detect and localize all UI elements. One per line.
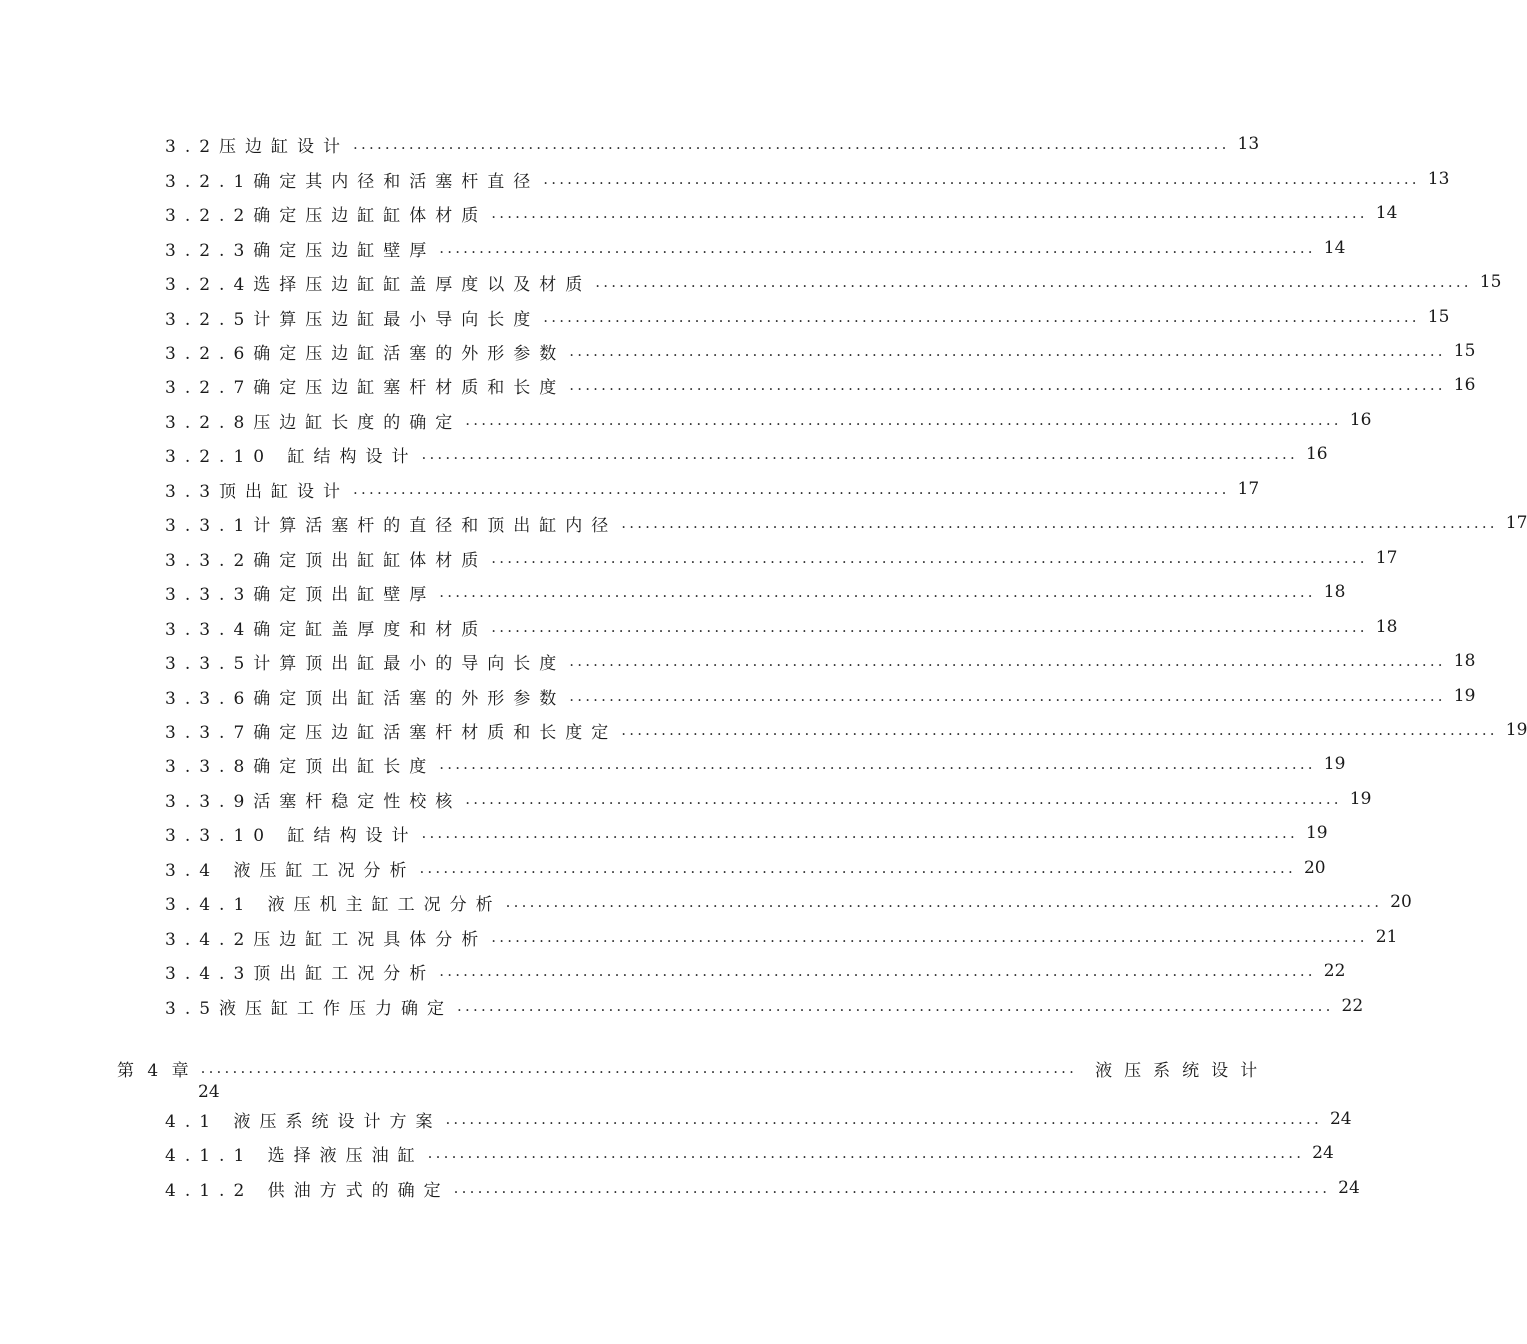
dot-leader: .............................................................................................................. bbox=[200, 1059, 1078, 1077]
toc-entry-title: 3.5液压缸工作压力确定 bbox=[165, 998, 454, 1019]
dot-leader: .............................................................................................................. bbox=[427, 1144, 1305, 1162]
toc-page-number: 17 bbox=[1505, 513, 1527, 533]
toc-page-number: 13 bbox=[1427, 169, 1450, 189]
dot-leader: .............................................................................................................. bbox=[491, 549, 1368, 567]
toc-page-number: 19 bbox=[1453, 686, 1476, 706]
toc-entry[interactable] bbox=[165, 201, 1398, 226]
toc-page-number: 14 bbox=[1323, 238, 1346, 258]
toc-entry[interactable] bbox=[165, 649, 1476, 674]
toc-page-number: 19 bbox=[1505, 720, 1527, 740]
toc-entry[interactable] bbox=[165, 1107, 1352, 1132]
toc-page-number: 18 bbox=[1375, 617, 1398, 637]
toc-entry-title: 3.3.6确定顶出缸活塞的外形参数 bbox=[165, 688, 566, 709]
toc-entry-title: 3.3顶出缸设计 bbox=[165, 481, 350, 502]
toc-entry-title: 3.3.2确定顶出缸缸体材质 bbox=[165, 550, 488, 571]
toc-page-number: 15 bbox=[1427, 307, 1450, 327]
toc-entry[interactable] bbox=[165, 890, 1412, 915]
toc-page-number: 21 bbox=[1375, 927, 1398, 947]
dot-leader: .............................................................................................................. bbox=[421, 824, 1298, 842]
toc-entry[interactable] bbox=[165, 925, 1398, 950]
dot-leader: .............................................................................................................. bbox=[505, 893, 1383, 911]
dot-leader: .............................................................................................................. bbox=[439, 755, 1316, 773]
toc-entry[interactable] bbox=[165, 270, 1502, 295]
toc-page-number: 22 bbox=[1323, 961, 1346, 981]
toc-entry-title: 3.2.6确定压边缸活塞的外形参数 bbox=[165, 343, 566, 364]
toc-entry[interactable] bbox=[165, 373, 1476, 398]
toc-entry-title: 3.2.7确定压边缸塞杆材质和长度 bbox=[165, 377, 566, 398]
toc-page-number: 16 bbox=[1305, 444, 1328, 464]
toc-entry[interactable] bbox=[165, 442, 1328, 467]
toc-entry-title: 4.1.1 选择液压油缸 bbox=[165, 1145, 424, 1166]
dot-leader: .............................................................................................................. bbox=[353, 135, 1230, 153]
toc-entry[interactable] bbox=[165, 959, 1346, 984]
toc-entry-title: 3.3.4确定缸盖厚度和材质 bbox=[165, 619, 488, 640]
toc-entry-title: 3.4.1 液压机主缸工况分析 bbox=[165, 894, 502, 915]
dot-leader: .............................................................................................................. bbox=[439, 583, 1316, 601]
toc-entry-title: 3.3.3确定顶出缸壁厚 bbox=[165, 584, 436, 605]
dot-leader: .............................................................................................................. bbox=[421, 445, 1298, 463]
dot-leader: .............................................................................................................. bbox=[621, 721, 1498, 739]
toc-page-number: 18 bbox=[1453, 651, 1476, 671]
dot-leader: .............................................................................................................. bbox=[491, 204, 1368, 222]
toc-entry[interactable] bbox=[165, 132, 1260, 157]
toc-entry[interactable] bbox=[165, 787, 1372, 812]
toc-page-number: 16 bbox=[1453, 375, 1476, 395]
toc-page-number: 18 bbox=[1323, 582, 1346, 602]
dot-leader: .............................................................................................................. bbox=[569, 687, 1446, 705]
toc-page-number: 24 bbox=[1312, 1143, 1334, 1163]
chapter-label: 第 4 章 bbox=[117, 1060, 193, 1081]
dot-leader: .............................................................................................................. bbox=[569, 376, 1446, 394]
toc-page-number: 17 bbox=[1237, 479, 1260, 499]
toc-entry[interactable] bbox=[165, 236, 1346, 261]
toc-entry-title: 3.3.8确定顶出缸长度 bbox=[165, 756, 436, 777]
toc-entry[interactable] bbox=[165, 1176, 1360, 1201]
toc-entry-title: 3.2.8压边缸长度的确定 bbox=[165, 412, 462, 433]
toc-page-number: 13 bbox=[1237, 134, 1260, 154]
toc-page-number: 20 bbox=[1303, 858, 1326, 878]
toc-entry[interactable] bbox=[165, 684, 1476, 709]
toc-entry[interactable] bbox=[165, 718, 1527, 743]
toc-page-number: 20 bbox=[1390, 892, 1412, 912]
toc-entry-title: 3.2.5计算压边缸最小导向长度 bbox=[165, 309, 540, 330]
toc-entry-title: 3.2.3确定压边缸壁厚 bbox=[165, 240, 436, 261]
dot-leader: .............................................................................................................. bbox=[595, 273, 1472, 291]
toc-entry-title: 3.2.4选择压边缸缸盖厚度以及材质 bbox=[165, 274, 592, 295]
toc-entry-title: 4.1 液压系统设计方案 bbox=[165, 1111, 442, 1132]
dot-leader: .............................................................................................................. bbox=[419, 859, 1296, 877]
toc-page-number: 22 bbox=[1341, 996, 1364, 1016]
dot-leader: .............................................................................................................. bbox=[453, 1179, 1331, 1197]
toc-entry-title: 3.3.1计算活塞杆的直径和顶出缸内径 bbox=[165, 515, 618, 536]
toc-entry-title: 3.4.3顶出缸工况分析 bbox=[165, 963, 436, 984]
toc-entry-title: 3.3.7确定压边缸活塞杆材质和长度定 bbox=[165, 722, 618, 743]
toc-entry-title: 4.1.2 供油方式的确定 bbox=[165, 1180, 450, 1201]
toc-entry-title: 3.2.10 缸结构设计 bbox=[165, 446, 418, 467]
toc-page-number: 24 bbox=[1338, 1178, 1360, 1198]
toc-chapter-entry[interactable] bbox=[117, 1056, 1270, 1081]
dot-leader: .............................................................................................................. bbox=[465, 790, 1342, 808]
toc-page-number: 14 bbox=[1375, 203, 1398, 223]
toc-entry[interactable] bbox=[165, 615, 1398, 640]
dot-leader: .............................................................................................................. bbox=[621, 514, 1498, 532]
toc-entry[interactable] bbox=[165, 408, 1372, 433]
toc-entry[interactable] bbox=[165, 511, 1527, 536]
toc-page-number: 16 bbox=[1349, 410, 1372, 430]
toc-entry[interactable] bbox=[165, 305, 1450, 330]
toc-entry[interactable] bbox=[165, 856, 1326, 881]
toc-entry[interactable] bbox=[165, 994, 1364, 1019]
chapter-title: 液压系统设计 bbox=[1095, 1060, 1270, 1081]
toc-entry-title: 3.3.10 缸结构设计 bbox=[165, 825, 418, 846]
toc-entry[interactable] bbox=[165, 339, 1476, 364]
dot-leader: .............................................................................................................. bbox=[543, 308, 1420, 326]
dot-leader: .............................................................................................................. bbox=[445, 1110, 1322, 1128]
toc-entry-title: 3.2.1确定其内径和活塞杆直径 bbox=[165, 171, 540, 192]
toc-entry[interactable] bbox=[165, 477, 1260, 502]
toc-entry-title: 3.3.9活塞杆稳定性校核 bbox=[165, 791, 462, 812]
toc-entry[interactable] bbox=[165, 752, 1346, 777]
toc-entry-title: 3.4 液压缸工况分析 bbox=[165, 860, 416, 881]
toc-page-number: 24 bbox=[1329, 1109, 1352, 1129]
dot-leader: .............................................................................................................. bbox=[491, 618, 1368, 636]
dot-leader: .............................................................................................................. bbox=[353, 480, 1230, 498]
dot-leader: .............................................................................................................. bbox=[457, 997, 1334, 1015]
toc-entry[interactable] bbox=[165, 546, 1398, 571]
toc-entry-title: 3.4.2压边缸工况具体分析 bbox=[165, 929, 488, 950]
toc-entry-title: 3.3.5计算顶出缸最小的导向长度 bbox=[165, 653, 566, 674]
toc-entry-title: 3.2.2确定压边缸缸体材质 bbox=[165, 205, 488, 226]
toc-entry-title: 3.2压边缸设计 bbox=[165, 136, 350, 157]
dot-leader: .............................................................................................................. bbox=[439, 239, 1316, 257]
dot-leader: .............................................................................................................. bbox=[439, 962, 1316, 980]
chapter-page-number: 24 bbox=[198, 1082, 220, 1102]
toc-page-number: 15 bbox=[1479, 272, 1502, 292]
dot-leader: .............................................................................................................. bbox=[569, 342, 1446, 360]
dot-leader: .............................................................................................................. bbox=[465, 411, 1342, 429]
toc-page-number: 19 bbox=[1323, 754, 1346, 774]
toc-entry[interactable] bbox=[165, 821, 1328, 846]
dot-leader: .............................................................................................................. bbox=[569, 652, 1446, 670]
dot-leader: .............................................................................................................. bbox=[491, 928, 1368, 946]
toc-page-number: 19 bbox=[1305, 823, 1328, 843]
toc-page-number: 17 bbox=[1375, 548, 1398, 568]
dot-leader: .............................................................................................................. bbox=[543, 170, 1420, 188]
toc-page-number: 15 bbox=[1453, 341, 1476, 361]
toc-page-number: 19 bbox=[1349, 789, 1372, 809]
toc-entry[interactable] bbox=[165, 580, 1346, 605]
toc-entry[interactable] bbox=[165, 1141, 1334, 1166]
toc-entry[interactable] bbox=[165, 167, 1450, 192]
